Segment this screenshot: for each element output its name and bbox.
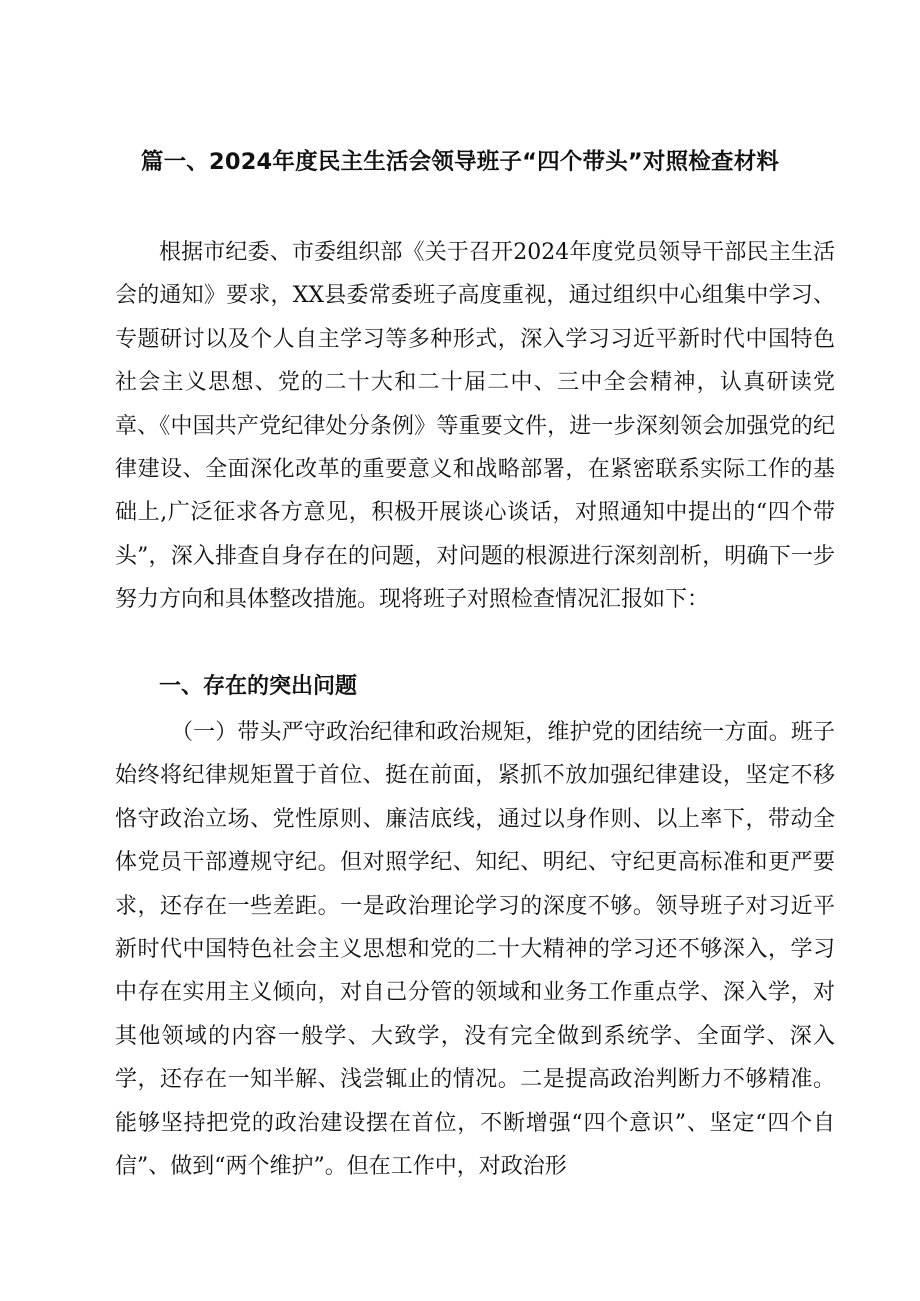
section-paragraph-political-discipline: （一）带头严守政治纪律和政治规矩，维护党的团结统一方面。班子始终将纪律规矩置于首位、挺在前面，紧抓不放加强纪律建设，坚定不移恪守政治立场、党性原则、廉洁底线，通过以身作则、以上率下，带动全体党员干部遵规守纪。但对照学纪、知纪、明纪、守纪更高标准和更严要求，还存在一些差距。一是政治理论学习的深度不够。领导班子对习近平新时代中国特色社会主义思想和党的二十大精神的学习还不够深入，学习中存在实用主义倾向，对自己分管的领域和业务工作重点学、深入学，对其他领域的内容一般学、大致学，没有完全做到系统学、全面学、深入学，还存在一知半解、浅尝辄止的情况。二是提高政治判断力不够精准。能够坚持把党的政治建设摆在首位，不断增强“四个意识”、坚定“四个自信”、做到“两个维护”。但在工作中，对政治形: [115, 720, 835, 1180]
intro-paragraph: 根据市纪委、市委组织部《关于召开2024年度党员领导干部民主生活会的通知》要求，XX县委常委班子高度重视，通过组织中心组集中学习、专题研讨以及个人自主学习等多种形式，深入学习习近平新时代中国特色社会主义思想、党的二十大和二十届二中、三中全会精神，认真研读党章、《中国共产党纪律处分条例》等重要文件，进一步深刻领会加强党的纪律建设、全面深化改革的重要意义和战略部署，在紧密联系实际工作的基础上,广泛征求各方意见，积极开展谈心谈话，对照通知中提出的“四个带头”，深入排查自身存在的问题，对问题的根源进行深刻剖析，明确下一步努力方向和具体整改措施。现将班子对照检查情况汇报如下：: [115, 240, 835, 613]
section-heading-problems: 一、存在的突出问题: [159, 674, 358, 699]
document-title: 篇一、2024年度民主生活会领导班子“四个带头”对照检查材料: [140, 149, 780, 175]
